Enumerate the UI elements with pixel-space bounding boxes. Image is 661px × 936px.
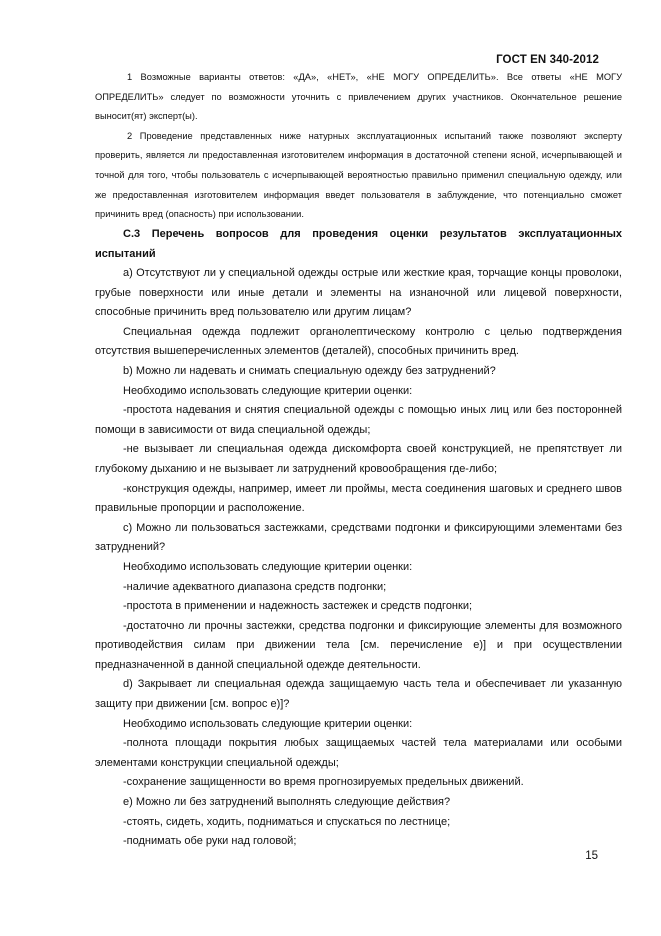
paragraph: -конструкция одежды, например, имеет ли проймы, места соединения шаговых и среднего швов правильные пропорции и расположение. <box>95 482 622 515</box>
paragraph: -поднимать обе руки над головой; <box>123 835 297 848</box>
paragraph: е) Можно ли без затруднений выполнять следующие действия? <box>123 796 451 809</box>
paragraph: с) Можно ли пользоваться застежками, средствами подгонки и фиксирующими элементами без затруднений? <box>95 521 622 554</box>
page-number: 15 <box>585 850 598 862</box>
paragraph: -достаточно ли прочны застежки, средства подгонки и фиксирующие элементы для возможного противодействия силам при движении тела [см. перечисление е)] и при осуществлении предназначенной в данной специальной одежде деятельности. <box>95 619 622 671</box>
paragraph: -не вызывает ли специальная одежда дискомфорта своей конструкцией, не препятствует ли глубокому дыханию и не вызывает ли затруднений кровообращения где-либо; <box>95 443 622 475</box>
paragraph: Необходимо использовать следующие критерии оценки: <box>123 384 413 397</box>
paragraph: d) Закрывает ли специальная одежда защищаемую часть тела и обеспечивает ли указанную защиту при движении [см. вопрос е)]? <box>95 678 622 711</box>
paragraph: а) Отсутствуют ли у специальной одежды острые или жесткие края, торчащие концы проволоки, грубые поверхности или иные детали и элементы на изнаночной или лицевой поверхности, способные причинить вред пользователю или другим лицам? <box>95 267 622 319</box>
section-heading: С.3 Перечень вопросов для проведения оценки результатов эксплуатационных испытаний <box>95 228 622 260</box>
paragraph: -стоять, сидеть, ходить, подниматься и спускаться по лестнице; <box>123 815 451 828</box>
notes-block <box>95 68 622 225</box>
document-code-header: ГОСТ EN 340-2012 <box>496 54 599 66</box>
paragraph: Необходимо использовать следующие критерии оценки: <box>123 717 413 730</box>
paragraph: -сохранение защищенности во время прогнозируемых предельных движений. <box>123 776 524 789</box>
section-c3 <box>95 225 622 852</box>
note-2: 2 Проведение представленных ниже натурных эксплуатационных испытаний также позволяют эксперту проверить, является ли предоставленная изготовителем информация в достаточной степени ясной, исчерпывающей и точной для того, чтобы пользователь с исчерпывающей вероятностью правильно применил специальную одежду, или же предоставленная изготовителем информация введет пользователя в заблуждение, что потенциально сможет причинить вред (опасность) при использовании. <box>95 130 622 220</box>
paragraph: -наличие адекватного диапазона средств подгонки; <box>123 580 387 593</box>
paragraph: -полнота площади покрытия любых защищаемых частей тела материалами или особыми элементами конструкции специальной одежды; <box>95 737 622 769</box>
paragraph: -простота в применении и надежность застежек и средств подгонки; <box>123 600 473 613</box>
paragraph: -простота надевания и снятия специальной одежды с помощью иных лиц или без посторонней помощи в зависимости от вида специальной одежды; <box>95 404 622 436</box>
paragraph: Необходимо использовать следующие критерии оценки: <box>123 560 413 573</box>
paragraph: Специальная одежда подлежит органолептическому контролю с целью подтверждения отсутствия вышеперечисленных элементов (деталей), способных причинить вред. <box>95 325 622 358</box>
note-1: 1 Возможные варианты ответов: «ДА», «НЕТ», «НЕ МОГУ ОПРЕДЕЛИТЬ». Все ответы «НЕ МОГУ ОПРЕДЕЛИТЬ» следует по возможности уточнить с привлечением других участников. Окончательное решение выносит(ят) эксперт(ы). <box>95 72 622 122</box>
paragraph: b) Можно ли надевать и снимать специальную одежду без затруднений? <box>123 364 496 377</box>
